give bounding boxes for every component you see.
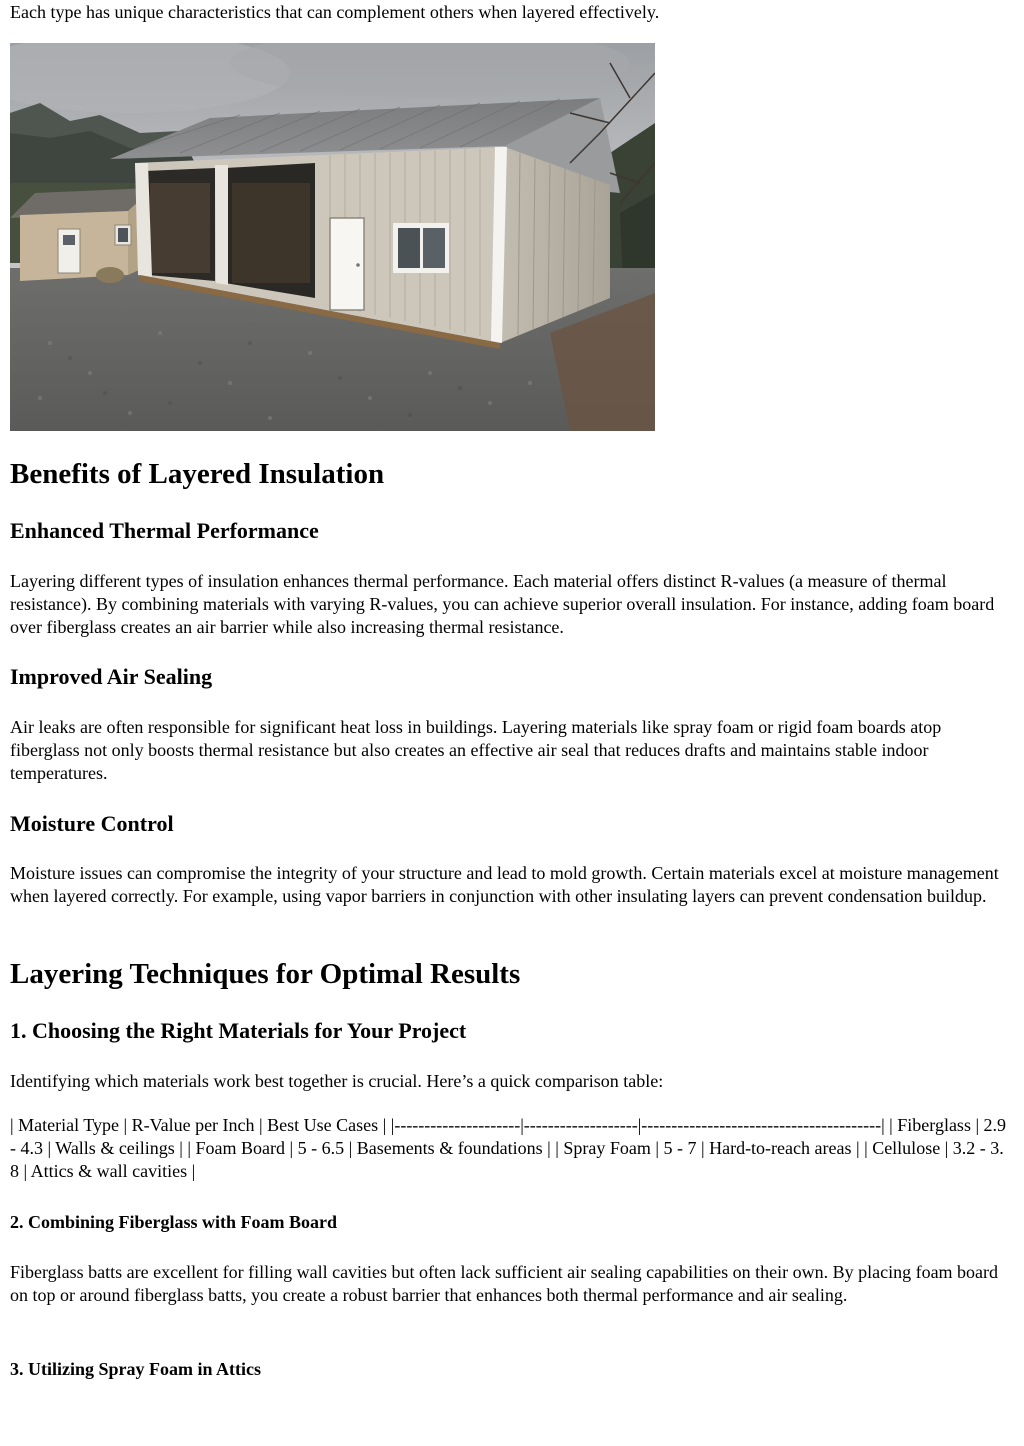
heading-air-sealing: Improved Air Sealing (10, 664, 213, 689)
barn-photo-illustration (10, 43, 655, 431)
comparison-table-text: | Material Type | R-Value per Inch | Best Use Cases | |---------------------|-------------------|----------------------------------------| | Fiberglass | 2.9 - 4.3 | Walls & ceilings | | Foam Board | 5 - 6.5 | Basements & foundations | | Spray Foam | 5 - 7 | Hard-to-reach areas | | Cellulose | 3.2 - 3.8 | Attics & wall cavities | (10, 1115, 1007, 1181)
heading-choosing-materials: 1. Choosing the Right Materials for Your Project (10, 1018, 467, 1043)
heading-moisture-control: Moisture Control (10, 811, 174, 836)
paragraph-moisture-control: Moisture issues can compromise the integrity of your structure and lead to mold growth. Certain materials excel at moisture management when layered correctly. For example, using vapor barriers in conjunction with other insulating layers can prevent condensation buildup. (10, 863, 999, 906)
paragraph-combining-fiberglass: Fiberglass batts are excellent for filling wall cavities but often lack sufficient air sealing capabilities on their own. By placing foam board on top or around fiberglass batts, you create a robust barrier that enhances both thermal performance and air sealing. (10, 1262, 999, 1305)
heading-benefits: Benefits of Layered Insulation (10, 458, 385, 490)
barn-photo (10, 43, 655, 431)
paragraph-choosing-materials: Identifying which materials work best together is crucial. Here’s a quick comparison table: (10, 1071, 664, 1091)
paragraph-thermal-performance: Layering different types of insulation enhances thermal performance. Each material offers distinct R-values (a measure of thermal resistance). By combining materials with varying R-values, you can achieve superior overall insulation. For instance, adding foam board over fiberglass creates an air barrier while also increasing thermal resistance. (10, 571, 995, 637)
heading-techniques: Layering Techniques for Optimal Results (10, 958, 521, 990)
intro-paragraph: Each type has unique characteristics that can complement others when layered effectively. (10, 2, 660, 22)
heading-thermal-performance: Enhanced Thermal Performance (10, 518, 319, 543)
heading-combining-fiberglass: 2. Combining Fiberglass with Foam Board (10, 1212, 338, 1232)
paragraph-air-sealing: Air leaks are often responsible for significant heat loss in buildings. Layering materials like spray foam or rigid foam boards atop fiberglass not only boosts thermal resistance but also creates an effective air seal that reduces drafts and maintains stable indoor temperatures. (10, 717, 942, 783)
heading-spray-foam: 3. Utilizing Spray Foam in Attics (10, 1359, 261, 1379)
